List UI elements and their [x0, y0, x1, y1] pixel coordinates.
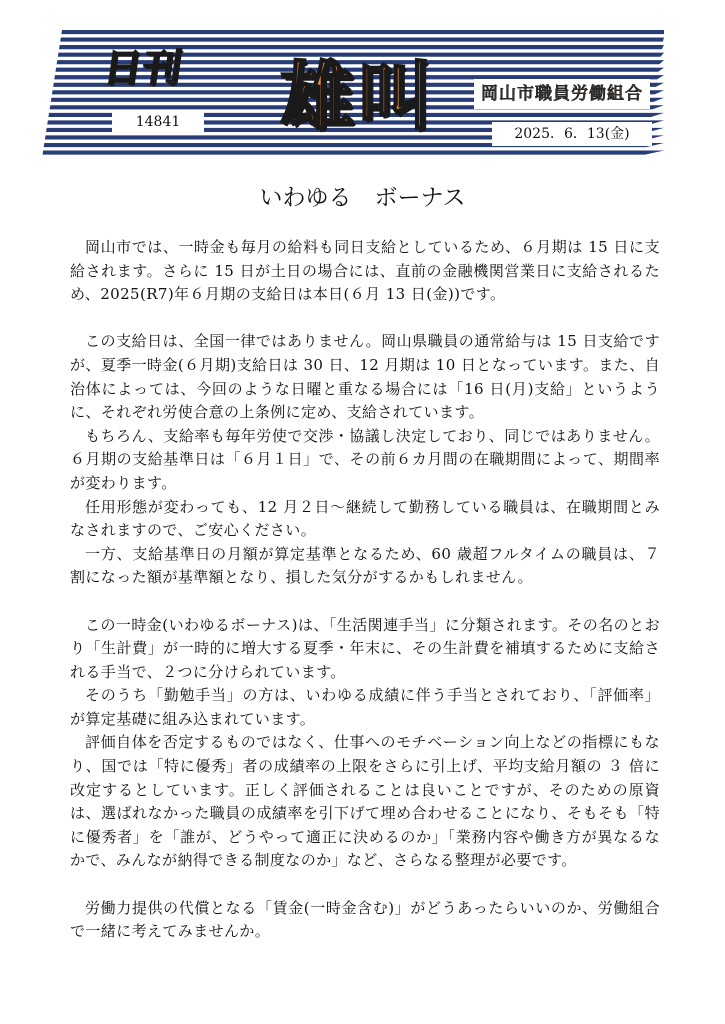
article-title: いわゆる ボーナス — [259, 185, 466, 211]
article-body — [70, 236, 660, 944]
masthead-logo-main: 雄叫 — [280, 54, 436, 140]
union-name: 岡山市職員労働組合 — [474, 79, 650, 109]
paragraph-gap — [70, 590, 660, 614]
paragraph-gap — [70, 873, 660, 897]
paragraph: そのうち「勤勉手当」の方は、いわゆる成績に伴う手当とされており、「評価率」が算定基礎に組み込まれています。 — [70, 686, 660, 728]
paragraph: 一方、支給基準日の月額が算定基準となるため、60 歳超フルタイムの職員は、７割になった額が基準額となり、損した気分がするかもしれません。 — [70, 544, 660, 587]
masthead-logo-sub: 日刊 — [100, 46, 186, 90]
paragraph: 岡山市では、一時金も毎月の給料も同日支給としているため、６月期は 15 日に支給されます。さらに 15 日が土日の場合には、直前の金融機関営業日に支給されるため、2025(R7)年６月期の支給日は本日(６月 13 日(金))です。 — [70, 238, 660, 304]
paragraph: 評価自体を否定するものではなく、仕事へのモチベーション向上などの指標にもなり、国では「特に優秀」者の成績率の上限をさらに引上げ、平均支給月額の ３ 倍に改定するとしています。正しく評価されることは良いことですが、そのための原資は、選ばれなかった職員の成績率を引下げて埋め合わせることになり、そもそも「特に優秀者」を「誰が、どうやって適正に決めるのか」「業務内容や働き方が異なるなかで、みんなが納得できる制度なのか」など、さらなる整理が必要です。 — [70, 733, 660, 870]
masthead-stripe — [61, 30, 664, 34]
issue-number: 14841 — [112, 110, 204, 134]
paragraph: もちろん、支給率も毎年労使で交渉・協議し決定しており、同じではありません。６月期の支給基準日は「６月１日」で、その前６カ月間の在職期間によって、期間率が変わります。 — [70, 426, 660, 492]
masthead-stripe — [43, 150, 664, 154]
masthead — [42, 30, 664, 158]
paragraph: この一時金(いわゆるボーナス)は、「生活関連手当」に分類されます。その名のとおり「生計費」が一時的に増大する夏季・年末に、その生計費を補填するために支給される手当で、２つに分けられています。 — [70, 615, 660, 681]
paragraph: 任用形態が変わっても、12 月２日～継続して勤務している職員は、在職期間とみなされますので、ご安心ください。 — [70, 497, 660, 540]
paragraph-gap — [70, 307, 660, 331]
paragraph: この支給日は、全国一律ではありません。岡山県職員の通常給与は 15 日支給ですが、夏季一時金(６月期)支給日は 30 日、12 月期は 10 日となっています。また、自治体によっては、今回のような日曜と重なる場合には「16 日(月)支給」というように、それぞれ労使合意の上条例に定め、支給されています。 — [70, 332, 660, 422]
masthead-stripe — [60, 38, 664, 42]
paragraph: 労働力提供の代償となる「賃金(一時金含む)」がどうあったらいいのか、労働組合で一緒に考えてみませんか。 — [70, 898, 660, 941]
issue-date: 2025．6．13(金) — [492, 122, 652, 146]
